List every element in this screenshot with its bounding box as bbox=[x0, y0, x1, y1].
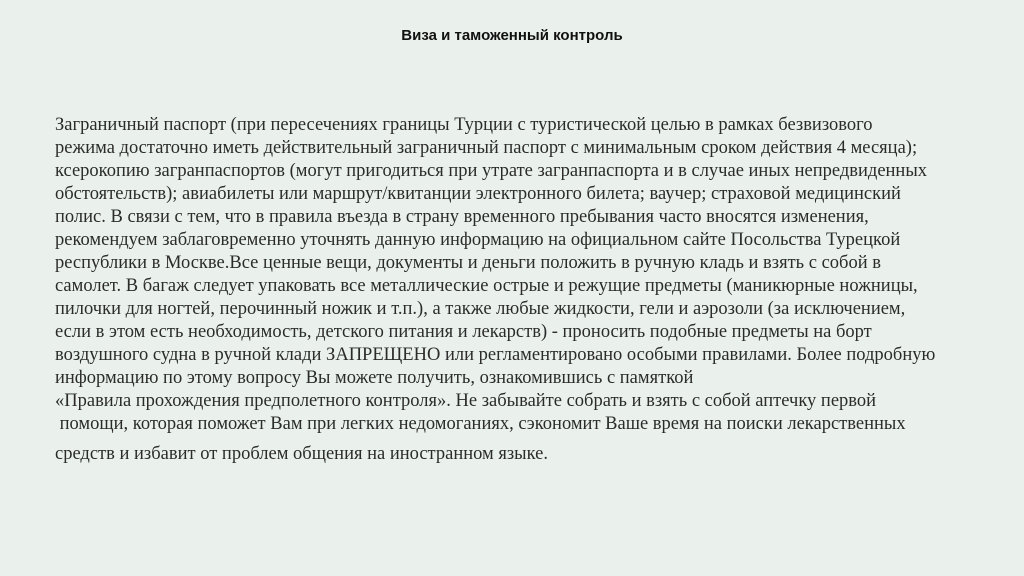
text-line: если в этом есть необходимость, детского питания и лекарств) - проносить подобные предметы на борт bbox=[55, 322, 872, 342]
text-line: информацию по этому вопросу Вы можете получить, ознакомившись с памяткой bbox=[55, 368, 694, 388]
text-line: режима достаточно иметь действительный заграничный паспорт с минимальным сроком действия 4 месяца); bbox=[55, 138, 918, 158]
text-line: полис. В связи с тем, что в правила въезда в страну временного пребывания часто вносятся изменения, bbox=[55, 207, 869, 227]
text-line: «Правила прохождения предполетного контроля». Не забывайте собрать и взять с собой аптечку первой bbox=[55, 391, 877, 411]
text-line: самолет. В багаж следует упаковать все металлические острые и режущие предметы (маникюрные ножницы, bbox=[55, 276, 918, 296]
text-line: воздушного судна в ручной клади ЗАПРЕЩЕНО или регламентировано особыми правилами. Более подробную bbox=[55, 345, 936, 365]
text-line: средств и избавит от проблем общения на иностранном языке. bbox=[55, 444, 548, 464]
text-line: обстоятельств); авиабилеты или маршрут/квитанции электронного билета; ваучер; страховой медицинский bbox=[55, 184, 901, 204]
body-text bbox=[55, 114, 935, 466]
text-line: Заграничный паспорт (при пересечениях границы Турции с туристической целью в рамках безвизового bbox=[55, 115, 873, 135]
text-line: пилочки для ногтей, перочинный ножик и т.п.), а также любые жидкости, гели и аэрозоли (за исключением, bbox=[55, 299, 906, 319]
text-line: ксерокопию загранпаспортов (могут пригодиться при утрате загранпаспорта и в случае иных непредвиденных bbox=[55, 161, 928, 181]
text-line: республики в Москве.Все ценные вещи, документы и деньги положить в ручную кладь и взять с собой в bbox=[55, 253, 881, 273]
slide-title: Виза и таможенный контроль bbox=[401, 27, 623, 44]
text-line: рекомендуем заблаговременно уточнять данную информацию на официальном сайте Посольства Турецкой bbox=[55, 230, 901, 250]
text-line: помощи, которая поможет Вам при легких недомоганиях, сэкономит Ваше время на поиски лекарственных bbox=[55, 414, 906, 434]
